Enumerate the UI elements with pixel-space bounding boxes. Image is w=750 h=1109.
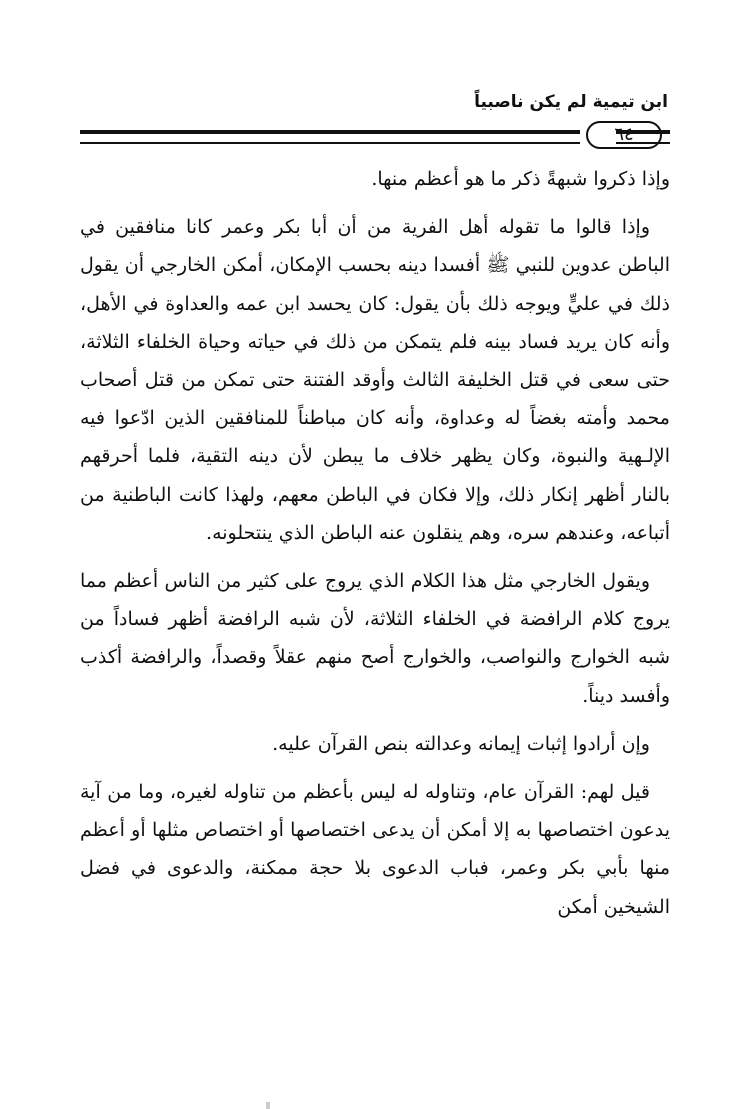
paragraph-2: وإذا قالوا ما تقوله أهل الفرية من أن أبا بكر وعمر كانا منافقين في الباطن عدوين للنبي ﷺ أفسدا دينه بحسب الإمكان، أمكن الخارجي أن يقول ذلك في عليٍّ ويوجه ذلك بأن يقول: كان يحسد ابن عمه والعداوة في الأهل، وأنه كان يريد فساد بينه فلم يتمكن من ذلك في حياته وحياة الخلفاء الثلاثة، حتى سعى في قتل الخليفة الثالث وأوقد الفتنة حتى تمكن من قتل أصحاب محمد وأمته بغضاً له وعداوة، وأنه كان مباطناً للمنافقين الذين ادّعوا فيه الإلـهية والنبوة، وكان يظهر خلاف ما يبطن لأن دينه التقية، فلما أحرقهم بالنار أظهر إنكار ذلك، وإلا فكان في الباطن معهم، ولهذا كانت الباطنية من أتباعه، وعندهم سره، وهم ينقلون عنه الباطن الذي ينتحلونه. <box>80 216 670 544</box>
header-rule-left <box>80 130 580 144</box>
body-text <box>80 160 670 926</box>
paragraph-5: قيل لهم: القرآن عام، وتناوله له ليس بأعظم من تناوله لغيره، وما من آية يدعون اختصاصها به إلا أمكن أن يدعى اختصاصها أو اختصاص مثلها أو أعظم منها بأبي بكر وعمر، فباب الدعوى بلا حجة ممكنة، والدعوى في فضل الشيخين أمكن <box>80 781 670 918</box>
running-header-title: ابن تيمية لم يكن ناصبياً <box>474 92 668 112</box>
scan-mark <box>266 1102 270 1109</box>
paragraph-1: وإذا ذكروا شبهةً ذكر ما هو أعظم منها. <box>371 168 670 190</box>
paragraph-3: ويقول الخارجي مثل هذا الكلام الذي يروج على كثير من الناس أعظم مما يروج كلام الرافضة في الخلفاء الثلاثة، لأن شبه الرافضة أظهر فساداً من شبه الخوارج والنواصب، والخوارج أصح منهم عقلاً وقصداً، والرافضة أكذب وأفسد ديناً. <box>80 570 670 707</box>
header-rule-right <box>616 130 670 144</box>
paragraph-4: وإن أرادوا إثبات إيمانه وعدالته بنص القرآن عليه. <box>272 732 650 755</box>
header-rule <box>80 118 670 154</box>
page-number: ٦٤ <box>586 121 662 149</box>
